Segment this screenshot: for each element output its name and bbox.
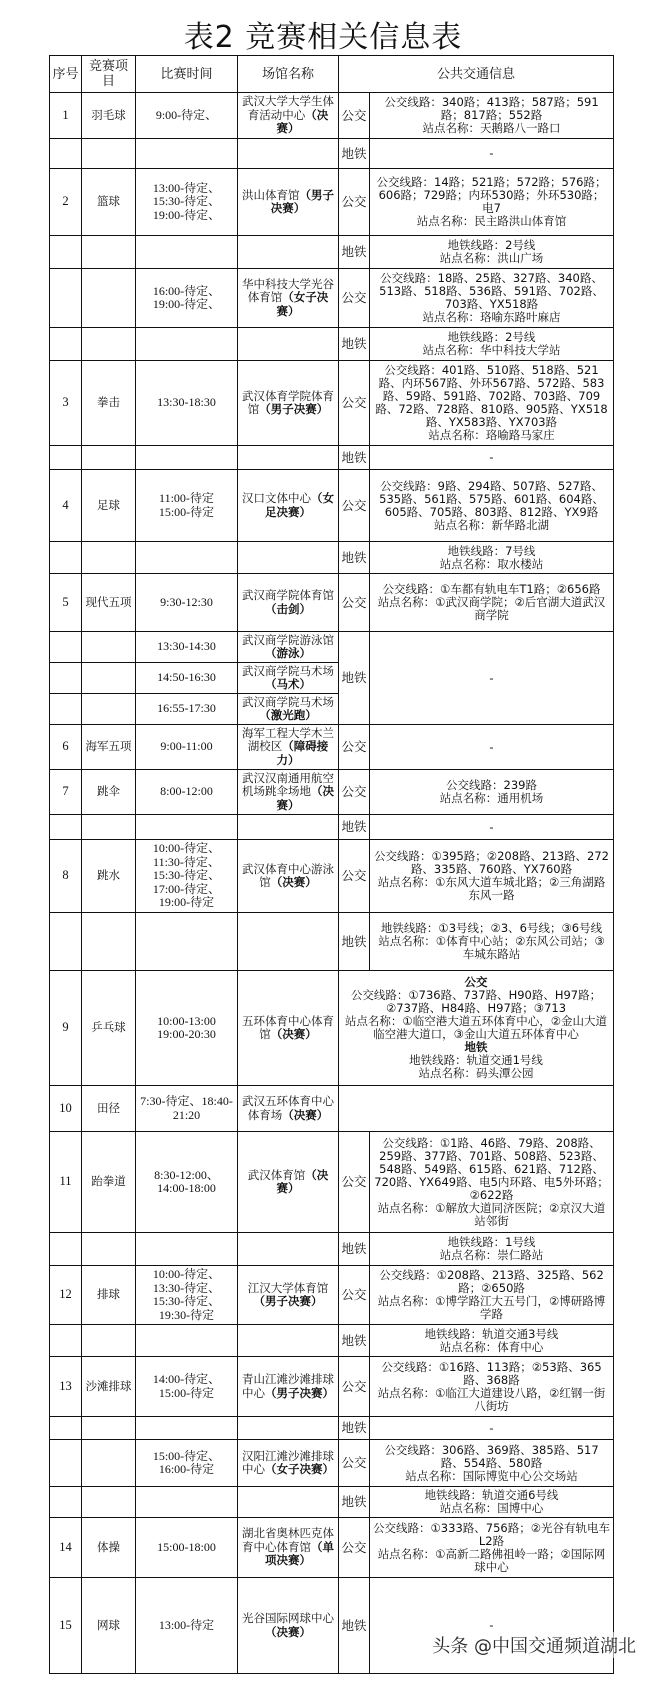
row-time: 10:00-待定、11:30-待定、15:30-待定、17:00-待定、19:00-待定 bbox=[136, 840, 238, 913]
bus-info: 公交线路：239路 站点名称：通用机场 bbox=[370, 770, 614, 815]
table-row bbox=[50, 1440, 614, 1487]
header-venue: 场馆名称 bbox=[238, 56, 339, 93]
row-time: 13:30-18:30 bbox=[136, 361, 238, 446]
table-row bbox=[50, 1487, 614, 1518]
bus-info: 公交线路：401路、510路、518路、521路、内环567路、外环567路、572路、583路、59路、591路、702路、703路、709路、72路、728路、810路、905路、YX518路、YX583路、YX703路 站点名称：珞喻路马家庄 bbox=[370, 361, 614, 446]
metro-info: 地铁线路：2号线 站点名称：洪山广场 bbox=[370, 236, 614, 269]
row-venue: 武汉商学院体育馆（击剑） bbox=[238, 574, 339, 632]
row-time: 9:00-待定、 bbox=[136, 93, 238, 139]
mode-bus: 公交 bbox=[339, 725, 370, 770]
table-row bbox=[50, 1132, 614, 1233]
row-no: 9 bbox=[50, 971, 82, 1086]
row-venue: 武汉体育中心游泳馆（决赛） bbox=[238, 840, 339, 913]
row-event: 海军五项 bbox=[82, 725, 136, 770]
competition-info-table bbox=[49, 55, 614, 1674]
mode-bus: 公交 bbox=[339, 269, 370, 328]
header-time: 比赛时间 bbox=[136, 56, 238, 93]
row-time: 14:50-16:30 bbox=[136, 663, 238, 694]
mode-metro: 地铁 bbox=[339, 913, 370, 971]
mode-metro: 地铁 bbox=[339, 139, 370, 169]
table-row bbox=[50, 725, 614, 770]
metro-info: - bbox=[370, 1417, 614, 1440]
mode-bus: 公交 bbox=[339, 1518, 370, 1578]
table-row bbox=[50, 236, 614, 269]
row-venue: 武汉商学院马术场（马术） bbox=[238, 663, 339, 694]
row-time: 16:55-17:30 bbox=[136, 694, 238, 725]
row-event: 田径 bbox=[82, 1086, 136, 1132]
mode-metro: 地铁 bbox=[339, 632, 370, 725]
row-no: 5 bbox=[50, 574, 82, 632]
mode-metro: 地铁 bbox=[339, 236, 370, 269]
metro-info: - bbox=[370, 1578, 614, 1674]
mode-bus: 公交 bbox=[339, 574, 370, 632]
row-no: 3 bbox=[50, 361, 82, 446]
row-venue: 武汉商学院游泳馆（游泳） bbox=[238, 632, 339, 663]
row-no: 2 bbox=[50, 169, 82, 236]
row-venue: 江汉大学体育馆（男子决赛） bbox=[238, 1266, 339, 1325]
metro-info: - bbox=[370, 632, 614, 725]
mode-bus: 公交 bbox=[339, 770, 370, 815]
bus-info: 公交线路：①16路、113路；②53路、365路、368路 站点名称：①临江大道建设八路，②红钢一街八街坊 bbox=[370, 1357, 614, 1417]
table-row bbox=[50, 269, 614, 328]
combined-transport-info bbox=[339, 971, 614, 1086]
mode-bus: 公交 bbox=[339, 1440, 370, 1487]
metro-info: - bbox=[370, 446, 614, 470]
metro-info: 地铁线路：轨道交通6号线 站点名称：国博中心 bbox=[370, 1487, 614, 1518]
metro-info: 地铁线路：轨道交通1号线 站点名称：码头潭公园 bbox=[409, 1053, 543, 1080]
metro-info: - bbox=[370, 139, 614, 169]
mode-bus: 公交 bbox=[339, 1357, 370, 1417]
row-time: 9:00-11:00 bbox=[136, 725, 238, 770]
row-event: 跳水 bbox=[82, 840, 136, 913]
bus-info: 公交线路：①333路、756路；②光谷有轨电车L2路 站点名称：①高新二路佛祖岭一路；②国际网球中心 bbox=[370, 1518, 614, 1578]
row-event: 排球 bbox=[82, 1266, 136, 1325]
bus-info: 公交线路：18路、25路、327路、340路、513路、518路、536路、591路、702路、703路、YX518路 站点名称：珞喻东路叶麻店 bbox=[370, 269, 614, 328]
row-venue: 武汉汉南通用航空机场跳伞场地（决赛） bbox=[238, 770, 339, 815]
bus-info: 公交线路：①395路；②208路、213路、272路、335路、760路、YX760路 站点名称：①东风大道车城北路；②三角湖路东风一路 bbox=[370, 840, 614, 913]
row-time: 8:00-12:00 bbox=[136, 770, 238, 815]
table-row bbox=[50, 1325, 614, 1357]
mode-bus: 公交 bbox=[339, 1266, 370, 1325]
table-row bbox=[50, 840, 614, 913]
bus-info: 公交线路：340路；413路；587路；591路；817路；552路 站点名称：天鹅路八一路口 bbox=[370, 93, 614, 139]
mode-metro: 地铁 bbox=[339, 1325, 370, 1357]
table-row bbox=[50, 1233, 614, 1266]
row-time: 11:00-待定 15:00-待定 bbox=[136, 470, 238, 542]
row-venue: 洪山体育馆（男子决赛） bbox=[238, 169, 339, 236]
metro-info: 地铁线路：①3号线；②3、6号线；③6号线 站点名称：①体育中心站；②东风公司站；③车城东路站 bbox=[370, 913, 614, 971]
table-row bbox=[50, 1086, 614, 1132]
bus-section-title: 公交 bbox=[464, 975, 488, 989]
bus-info: 公交线路：①736路、737路、H90路、H97路；②737路、H84路、H97路；③713 站点名称：①临空港大道五环体育中心，②金山大道临空港大道口，③金山大道五环体育中心 bbox=[344, 988, 608, 1041]
table-row bbox=[50, 446, 614, 470]
table-header-row bbox=[50, 56, 614, 93]
metro-info: - bbox=[370, 815, 614, 840]
row-event: 乒乓球 bbox=[82, 971, 136, 1086]
row-event: 网球 bbox=[82, 1578, 136, 1674]
header-transport: 公共交通信息 bbox=[339, 56, 614, 93]
table-row bbox=[50, 470, 614, 542]
mode-metro: 地铁 bbox=[339, 1487, 370, 1518]
row-event: 现代五项 bbox=[82, 574, 136, 632]
row-venue: 光谷国际网球中心（决赛） bbox=[238, 1578, 339, 1674]
row-time: 13:00-待定、 15:30-待定、 19:00-待定、 bbox=[136, 169, 238, 236]
watermark: 头条 @中国交通频道湖北 bbox=[430, 1632, 638, 1658]
table-row bbox=[50, 542, 614, 574]
row-time: 13:00-待定 bbox=[136, 1578, 238, 1674]
bus-info: 公交线路：①车都有轨电车T1路；②656路 站点名称：①武汉商学院；②后官湖大道武汉商学院 bbox=[370, 574, 614, 632]
row-time: 7:30-待定、18:40-21:20 bbox=[136, 1086, 238, 1132]
table-row bbox=[50, 328, 614, 361]
row-event: 羽毛球 bbox=[82, 93, 136, 139]
bus-info: 公交线路：9路、294路、507路、527路、535路、561路、575路、601路、604路、605路、705路、803路、812路、YX9路 站点名称：新华路北湖 bbox=[370, 470, 614, 542]
table-row bbox=[50, 1266, 614, 1325]
row-venue: 武汉体育学院体育馆（男子决赛） bbox=[238, 361, 339, 446]
row-time: 13:30-14:30 bbox=[136, 632, 238, 663]
table-row bbox=[50, 1417, 614, 1440]
table-row bbox=[50, 913, 614, 971]
row-event: 篮球 bbox=[82, 169, 136, 236]
bus-info: 公交线路：306路、369路、385路、517路、554路、580路 站点名称：国际博览中心公交场站 bbox=[370, 1440, 614, 1487]
table-row bbox=[50, 770, 614, 815]
mode-bus: 公交 bbox=[339, 470, 370, 542]
row-no: 1 bbox=[50, 93, 82, 139]
table-row bbox=[50, 574, 614, 632]
row-time: 9:30-12:30 bbox=[136, 574, 238, 632]
row-time: 14:00-待定、15:00-待定 bbox=[136, 1357, 238, 1417]
mode-metro: 地铁 bbox=[339, 542, 370, 574]
venue-note: （决赛） bbox=[276, 107, 329, 136]
row-no: 13 bbox=[50, 1357, 82, 1417]
mode-metro: 地铁 bbox=[339, 815, 370, 840]
row-venue: 汉口文体中心（女足决赛） bbox=[238, 470, 339, 542]
row-time: 16:00-待定、 19:00-待定、 bbox=[136, 269, 238, 328]
row-no: 6 bbox=[50, 725, 82, 770]
mode-bus: 公交 bbox=[339, 169, 370, 236]
table-row bbox=[50, 361, 614, 446]
row-venue bbox=[238, 93, 339, 139]
page-title: 表2 竞赛相关信息表 bbox=[183, 20, 463, 55]
header-no: 序号 bbox=[50, 56, 82, 93]
row-venue: 武汉体育馆（决赛） bbox=[238, 1132, 339, 1233]
row-no: 4 bbox=[50, 470, 82, 542]
metro-section-title: 地铁 bbox=[464, 1040, 488, 1054]
row-event: 拳击 bbox=[82, 361, 136, 446]
row-time: 15:00-18:00 bbox=[136, 1518, 238, 1578]
row-no: 11 bbox=[50, 1132, 82, 1233]
header-event: 竞赛项目 bbox=[82, 56, 136, 93]
table-row bbox=[50, 93, 614, 139]
table-row bbox=[50, 1518, 614, 1578]
row-venue: 湖北省奥林匹克体育中心体育馆（单项决赛） bbox=[238, 1518, 339, 1578]
table-row bbox=[50, 139, 614, 169]
metro-info: 地铁线路：7号线 站点名称：取水楼站 bbox=[370, 542, 614, 574]
row-venue: 武汉商学院马术场（激光跑） bbox=[238, 694, 339, 725]
row-time: 10:00-13:00 19:00-20:30 bbox=[136, 971, 238, 1086]
metro-info: 地铁线路：1号线 站点名称：崇仁路站 bbox=[370, 1233, 614, 1266]
mode-metro: 地铁 bbox=[339, 1578, 370, 1674]
mode-metro: 地铁 bbox=[339, 1417, 370, 1440]
row-event: 跆拳道 bbox=[82, 1132, 136, 1233]
row-event: 跳伞 bbox=[82, 770, 136, 815]
table-row bbox=[50, 815, 614, 840]
row-event: 沙滩排球 bbox=[82, 1357, 136, 1417]
row-venue: 汉阳江滩沙滩排球中心（女子决赛） bbox=[238, 1440, 339, 1487]
mode-metro: 地铁 bbox=[339, 446, 370, 470]
bus-info: 公交线路：①208路、213路、325路、562路；②650路 站点名称：①博学路江大五号门，②博研路博学路 bbox=[370, 1266, 614, 1325]
mode-bus: 公交 bbox=[339, 361, 370, 446]
venue-name: 武汉大学大学生体育活动中心 bbox=[242, 94, 334, 122]
table-row bbox=[50, 971, 614, 1086]
table-row bbox=[50, 1578, 614, 1674]
row-no: 12 bbox=[50, 1266, 82, 1325]
mode-bus: 公交 bbox=[339, 840, 370, 913]
row-no: 10 bbox=[50, 1086, 82, 1132]
row-no: 15 bbox=[50, 1578, 82, 1674]
row-time: 10:00-待定、 13:30-待定、 15:30-待定、 19:30-待定 bbox=[136, 1266, 238, 1325]
row-venue: 华中科技大学光谷体育馆（女子决赛） bbox=[238, 269, 339, 328]
table-row bbox=[50, 1357, 614, 1417]
mode-metro: 地铁 bbox=[339, 328, 370, 361]
row-venue: 五环体育中心体育馆（决赛） bbox=[238, 971, 339, 1086]
row-no: 7 bbox=[50, 770, 82, 815]
row-no: 8 bbox=[50, 840, 82, 913]
bus-info: 公交线路：14路；521路；572路；576路；606路；729路；内环530路；外环530路；电7 站点名称：民主路洪山体育馆 bbox=[370, 169, 614, 236]
table-row bbox=[50, 169, 614, 236]
bus-info: - bbox=[370, 725, 614, 770]
mode-bus: 公交 bbox=[339, 93, 370, 139]
row-venue: 海军工程大学木兰湖校区（障碍接力） bbox=[238, 725, 339, 770]
table-row bbox=[50, 632, 614, 663]
row-no: 14 bbox=[50, 1518, 82, 1578]
row-time: 15:00-待定、16:00-待定 bbox=[136, 1440, 238, 1487]
row-venue: 青山江滩沙滩排球中心（男子决赛） bbox=[238, 1357, 339, 1417]
row-time: 8:30-12:00、 14:00-18:00 bbox=[136, 1132, 238, 1233]
row-venue: 武汉五环体育中心体育场（决赛） bbox=[238, 1086, 339, 1132]
mode-bus: 公交 bbox=[339, 1132, 370, 1233]
metro-info: 地铁线路：2号线 站点名称：华中科技大学站 bbox=[370, 328, 614, 361]
bus-info: 公交线路：①1路、46路、79路、208路、259路、377路、701路、508路、523路、548路、549路、615路、621路、712路、720路、YX649路、电5内环路、电5外环路；②622路 站点名称：①解放大道同济医院；②京汉大道站邻街 bbox=[370, 1132, 614, 1233]
metro-info: 地铁线路：轨道交通3号线 站点名称：体育中心 bbox=[370, 1325, 614, 1357]
row-event: 体操 bbox=[82, 1518, 136, 1578]
mode-metro: 地铁 bbox=[339, 1233, 370, 1266]
row-event: 足球 bbox=[82, 470, 136, 542]
